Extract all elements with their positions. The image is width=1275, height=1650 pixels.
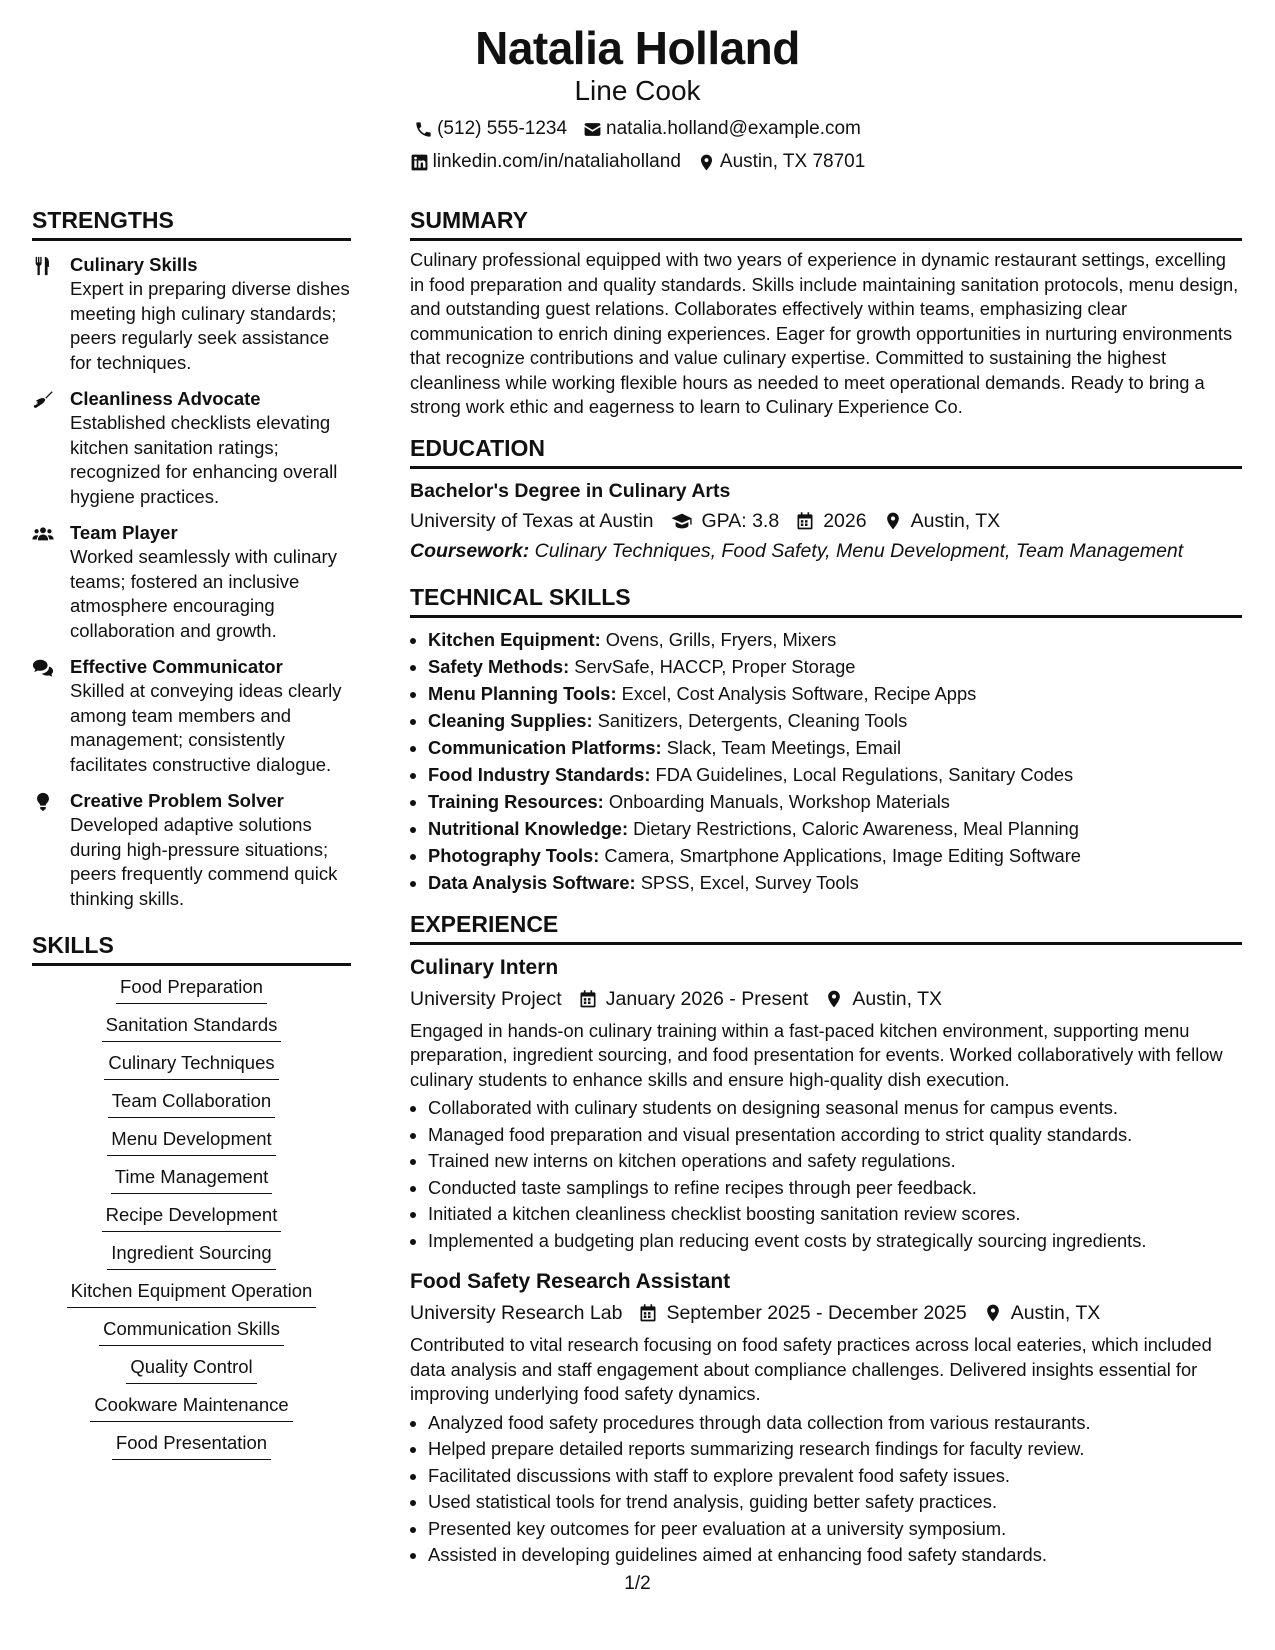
list-item: • Managed food preparation and visual presentation according to strict quality standards. [428, 1122, 1242, 1149]
strength-item [32, 253, 351, 375]
tech-skill-label: Photography Tools: [428, 844, 600, 866]
right-column [410, 206, 1242, 1569]
technical-skills-heading: TECHNICAL SKILLS [410, 583, 1242, 618]
tech-skill-value: Camera, Smartphone Applications, Image Editing Software [604, 844, 1081, 866]
contact-email[interactable] [583, 117, 861, 141]
list-item: • Helped prepare detailed reports summarizing research findings for faculty review. [428, 1436, 1242, 1463]
skill-tag [32, 1393, 351, 1422]
tech-skill-value: Slack, Team Meetings, Email [666, 736, 902, 758]
list-item: • Conducted taste samplings to refine recipes through peer feedback. [428, 1175, 1242, 1202]
skill-label: Ingredient Sourcing [107, 1241, 275, 1270]
tech-skill-value: ServSafe, HACCP, Proper Storage [574, 655, 856, 677]
page-number: 1/2 [624, 1573, 651, 1594]
strength-title: Culinary Skills [70, 254, 198, 275]
experience-heading: EXPERIENCE [410, 910, 1242, 945]
list-item: • Trained new interns on kitchen operations and safety regulations. [428, 1148, 1242, 1175]
job-description: Contributed to vital research focusing on food safety practices across local eateries, which included data analysis and staff engagement about compliance challenges. Delivered insights essential for improving underlying food safety dynamics. [410, 1334, 1212, 1404]
coursework [410, 537, 1242, 565]
list-item [428, 815, 1242, 842]
graduation-cap-icon [670, 510, 694, 532]
skill-label: Menu Development [107, 1127, 275, 1156]
skill-tag [32, 1355, 351, 1384]
skill-label: Kitchen Equipment Operation [67, 1279, 317, 1308]
tech-skill-value: FDA Guidelines, Local Regulations, Sanitary Codes [655, 763, 1074, 785]
skill-label: Food Preparation [116, 975, 267, 1004]
map-pin-icon [883, 511, 903, 531]
skill-tag [32, 1089, 351, 1118]
skill-tag [32, 1165, 351, 1194]
skill-label: Sanitation Standards [102, 1013, 282, 1042]
skill-label: Quality Control [126, 1355, 256, 1384]
job-org: University Research Lab [410, 1302, 623, 1324]
list-item [428, 761, 1242, 788]
tech-skill-value: Ovens, Grills, Fryers, Mixers [605, 628, 837, 650]
skill-label: Cookware Maintenance [90, 1393, 292, 1422]
tech-skill-label: Communication Platforms: [428, 736, 662, 758]
list-item: • Analyzed food safety procedures through data collection from various restaurants. [428, 1410, 1242, 1437]
utensils-icon [32, 255, 54, 277]
skill-label: Food Presentation [112, 1431, 271, 1460]
tech-skill-label: Data Analysis Software: [428, 871, 636, 893]
tech-skill-label: Menu Planning Tools: [428, 682, 617, 704]
list-item [428, 626, 1242, 653]
education-heading: EDUCATION [410, 434, 1242, 469]
lightbulb-icon [32, 791, 54, 813]
skill-tag [32, 975, 351, 1004]
strength-desc: Skilled at conveying ideas clearly among team members and management; consistently facilitates constructive dialogue. [70, 680, 342, 775]
skill-tag [32, 1203, 351, 1232]
job-bullets [410, 1095, 1242, 1254]
education-meta [410, 507, 1242, 535]
list-item: • Initiated a kitchen cleanliness checklist boosting sanitation review scores. [428, 1201, 1242, 1228]
envelope-icon [583, 120, 602, 139]
skill-label: Communication Skills [99, 1317, 284, 1346]
list-item [428, 707, 1242, 734]
job-role: Line Cook [574, 75, 701, 106]
strengths-heading: STRENGTHS [32, 206, 351, 241]
map-pin-icon [824, 989, 844, 1009]
job-org: University Project [410, 987, 562, 1010]
location-text: Austin, TX 78701 [719, 151, 866, 172]
degree-title: Bachelor's Degree in Culinary Arts [410, 479, 731, 502]
tech-skill-value: Dietary Restrictions, Caloric Awareness, Meal Planning [633, 817, 1079, 839]
skill-tag [32, 1317, 351, 1346]
job-meta [410, 1299, 1242, 1327]
tech-skill-label: Safety Methods: [428, 655, 570, 677]
map-pin-icon [983, 1303, 1003, 1323]
job-location: Austin, TX [852, 987, 943, 1010]
strength-item [32, 387, 351, 509]
skill-tag [32, 1431, 351, 1460]
list-item [428, 869, 1242, 896]
skill-tag [32, 1051, 351, 1080]
list-item: • Used statistical tools for trend analysis, guiding better safety practices. [428, 1489, 1242, 1516]
strength-title: Cleanliness Advocate [70, 388, 261, 409]
comments-icon [32, 657, 54, 679]
grad-year: 2026 [823, 509, 867, 532]
job-title: Food Safety Research Assistant [410, 1270, 731, 1293]
tech-skill-label: Food Industry Standards: [428, 763, 651, 785]
list-item: • Facilitated discussions with staff to explore prevalent food safety issues. [428, 1463, 1242, 1490]
tech-skill-value: Onboarding Manuals, Workshop Materials [608, 790, 950, 812]
job-entry [410, 954, 1242, 1255]
strength-desc: Developed adaptive solutions during high-pressure situations; peers frequently commend quick thinking skills. [70, 814, 338, 909]
linkedin-icon [410, 153, 429, 172]
calendar-icon [638, 1303, 658, 1323]
contact-phone[interactable] [414, 117, 567, 141]
strength-item [32, 655, 351, 777]
list-item [428, 680, 1242, 707]
list-item: • Implemented a budgeting plan reducing event costs by strategically sourcing ingredients. [428, 1228, 1242, 1255]
resume-header [0, 22, 1275, 174]
list-item: • Collaborated with culinary students on designing seasonal menus for campus events. [428, 1095, 1242, 1122]
job-meta [410, 985, 1242, 1013]
skill-label: Culinary Techniques [104, 1051, 278, 1080]
skill-tag [32, 1279, 351, 1308]
list-item [428, 734, 1242, 761]
contact-location [697, 150, 865, 174]
tech-skill-value: SPSS, Excel, Survey Tools [640, 871, 859, 893]
tech-skill-label: Nutritional Knowledge: [428, 817, 629, 839]
calendar-icon [578, 989, 598, 1009]
strength-item [32, 789, 351, 911]
tech-skill-value: Sanitizers, Detergents, Cleaning Tools [597, 709, 908, 731]
contact-linkedin[interactable] [410, 150, 681, 174]
strength-title: Effective Communicator [70, 656, 283, 677]
gpa-text: GPA: 3.8 [701, 509, 780, 532]
tech-skill-label: Training Resources: [428, 790, 604, 812]
list-item: • Presented key outcomes for peer evaluation at a university symposium. [428, 1516, 1242, 1543]
strength-item [32, 521, 351, 643]
email-text: natalia.holland@example.com [606, 118, 861, 139]
list-item: • Assisted in developing guidelines aimed at enhancing food safety standards. [428, 1542, 1242, 1569]
school-location: Austin, TX [910, 509, 1001, 532]
tech-skill-value: Excel, Cost Analysis Software, Recipe Apps [621, 682, 977, 704]
contact-row-2 [0, 150, 1275, 174]
job-dates: January 2026 - Present [605, 987, 809, 1010]
skill-tag [32, 1241, 351, 1270]
job-location: Austin, TX [1010, 1302, 1101, 1324]
job-entry [410, 1268, 1242, 1569]
candidate-name: Natalia Holland [475, 22, 800, 74]
list-item [428, 842, 1242, 869]
skills-heading: SKILLS [32, 931, 351, 966]
contact-row-1 [0, 117, 1275, 141]
strength-desc: Established checklists elevating kitchen sanitation ratings; recognized for enhancing overall hygiene practices. [70, 412, 338, 507]
job-dates: September 2025 - December 2025 [666, 1302, 967, 1324]
skill-label: Time Management [111, 1165, 273, 1194]
skill-list [32, 975, 351, 1460]
strength-title: Team Player [70, 522, 178, 543]
strength-title: Creative Problem Solver [70, 790, 284, 811]
summary-text: Culinary professional equipped with two years of experience in dynamic restaurant settings, excelling in food preparation and quality standards. Skills include maintaining sanitation protocols, menu design, and outstanding guest relations. Collaborates effectively within teams, emphasizing clear communication to enrich dining experiences. Eager for growth opportunities in nurturing environments that recognize contributions and value culinary expertise. Committed to sustaining the highest cleanliness while working flexible hours as needed to meet operational demands. Ready to bring a strong work ethic and eagerness to learn to Culinary Experience Co. [410, 249, 1239, 417]
left-column [32, 206, 351, 1460]
strength-desc: Worked seamlessly with culinary teams; fostered an inclusive atmosphere encouraging collaboration and growth. [70, 546, 337, 641]
calendar-icon [795, 511, 815, 531]
tech-skill-label: Kitchen Equipment: [428, 628, 601, 650]
list-item [428, 788, 1242, 815]
broom-icon [32, 389, 54, 411]
job-description: Engaged in hands-on culinary training within a fast-paced kitchen environment, supporting menu preparation, ingredient sourcing, and food presentation for events. Worked collaboratively with fellow culinary students to enhance skills and ensure high-quality dish execution. [410, 1019, 1223, 1090]
list-item [428, 653, 1242, 680]
skill-label: Recipe Development [102, 1203, 282, 1232]
skill-tag [32, 1127, 351, 1156]
linkedin-text: linkedin.com/in/nataliaholland [432, 151, 681, 172]
skill-label: Team Collaboration [108, 1089, 275, 1118]
job-bullets [410, 1410, 1242, 1569]
summary-heading: SUMMARY [410, 206, 1242, 241]
technical-skills-list [410, 626, 1242, 896]
skill-tag [32, 1013, 351, 1042]
map-pin-icon [697, 153, 716, 172]
school-name: University of Texas at Austin [410, 509, 654, 532]
job-title: Culinary Intern [410, 955, 559, 979]
phone-icon [414, 120, 433, 139]
users-icon [32, 523, 54, 545]
strength-desc: Expert in preparing diverse dishes meeting high culinary standards; peers regularly seek assistance for techniques. [70, 278, 350, 373]
coursework-label: Coursework: [410, 539, 530, 562]
tech-skill-label: Cleaning Supplies: [428, 709, 593, 731]
coursework-text: Culinary Techniques, Food Safety, Menu Development, Team Management [534, 539, 1184, 562]
phone-text: (512) 555-1234 [437, 118, 568, 139]
